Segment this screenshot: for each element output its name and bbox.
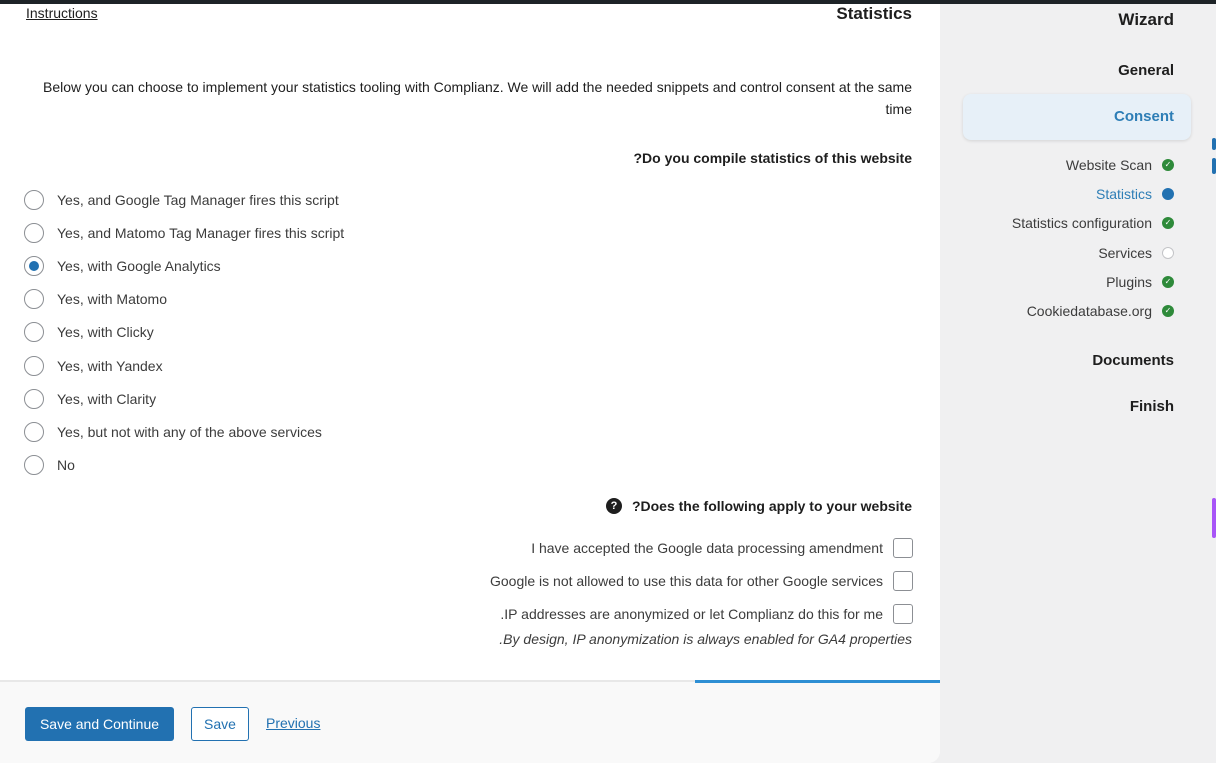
checkbox-label: Google is not allowed to use this data for other Google services <box>490 572 883 589</box>
checkbox[interactable] <box>893 571 913 591</box>
edge-accent-blue-2 <box>1212 158 1216 174</box>
sidebar-item-label: Cookiedatabase.org <box>1026 303 1152 319</box>
apply-checkbox-group <box>490 531 913 630</box>
checkbox-label: I have accepted the Google data processing amendment <box>531 539 883 556</box>
check-circle-icon: ✓ <box>1162 276 1174 288</box>
edge-accent-blue <box>1212 138 1216 150</box>
radio-button[interactable] <box>24 455 44 475</box>
radio-button-selected[interactable] <box>24 256 44 276</box>
radio-label: Yes, with Matomo <box>57 291 167 308</box>
radio-button[interactable] <box>24 322 44 342</box>
checkbox-option-dpa[interactable] <box>490 531 913 564</box>
radio-label: No <box>57 457 75 474</box>
radio-label: Yes, with Clicky <box>57 324 154 341</box>
radio-button[interactable] <box>24 356 44 376</box>
radio-option-clarity[interactable] <box>24 382 344 415</box>
check-circle-icon: ✓ <box>1162 217 1174 229</box>
radio-label: Yes, with Yandex <box>57 357 163 374</box>
question-statistics-label <box>634 150 913 166</box>
help-icon[interactable]: ? <box>606 498 622 514</box>
radio-button[interactable] <box>24 422 44 442</box>
radio-button[interactable] <box>24 223 44 243</box>
sidebar-item-cookiedatabase[interactable] <box>1027 303 1174 319</box>
radio-label: Yes, and Matomo Tag Manager fires this script <box>57 224 345 241</box>
radio-option-google-analytics[interactable] <box>24 249 344 282</box>
previous-link[interactable]: Previous <box>266 715 321 731</box>
save-button[interactable]: Save <box>191 707 249 741</box>
ga4-note: .By design, IP anonymization is always enabled for GA4 properties <box>499 631 912 647</box>
checkbox-option-ip-anonymize[interactable] <box>490 597 913 630</box>
sidebar-item-website-scan[interactable] <box>1066 157 1174 173</box>
question-apply-label <box>606 498 912 514</box>
sidebar-section-documents[interactable]: Documents <box>1092 352 1174 369</box>
sidebar-section-consent[interactable]: Consent <box>1114 108 1174 125</box>
progress-bar <box>695 680 940 683</box>
question-apply-text: ?Does the following apply to your website <box>631 498 912 514</box>
sidebar-item-label: Statistics configuration <box>1011 215 1152 231</box>
checkbox[interactable] <box>893 538 913 558</box>
sidebar-item-label: Statistics <box>1095 186 1152 202</box>
check-circle-icon: ✓ <box>1162 305 1174 317</box>
sidebar-item-services[interactable] <box>1098 245 1174 261</box>
radio-option-yandex[interactable] <box>24 349 344 382</box>
sidebar-item-statistics-configuration[interactable] <box>1012 215 1174 231</box>
radio-option-matomo-tm[interactable] <box>24 216 344 249</box>
radio-option-no[interactable] <box>24 449 344 482</box>
radio-option-gtm[interactable] <box>24 183 344 216</box>
page-title: Statistics <box>836 4 912 23</box>
edge-accent-purple <box>1212 498 1216 538</box>
sidebar-item-label: Services <box>1098 245 1152 261</box>
sidebar-section-general[interactable]: General <box>1118 62 1174 79</box>
radio-option-matomo[interactable] <box>24 283 344 316</box>
radio-label: Yes, and Google Tag Manager fires this script <box>57 191 339 208</box>
sidebar-section-finish[interactable]: Finish <box>1129 398 1174 415</box>
wizard-footer <box>0 680 940 763</box>
radio-option-other[interactable] <box>24 415 344 448</box>
active-dot-icon <box>1162 188 1174 200</box>
check-circle-icon: ✓ <box>1162 159 1174 171</box>
sidebar-title: Wizard <box>1118 10 1174 29</box>
checkbox[interactable] <box>893 604 913 624</box>
instructions-link[interactable]: Instructions <box>26 5 98 21</box>
save-and-continue-button[interactable]: Save and Continue <box>25 707 174 741</box>
radio-button[interactable] <box>24 389 44 409</box>
question-statistics-text: ?Do you compile statistics of this website <box>633 150 912 166</box>
wizard-sidebar <box>940 4 1216 763</box>
radio-button[interactable] <box>24 190 44 210</box>
radio-label: Yes, but not with any of the above services <box>57 423 322 440</box>
statistics-radio-group <box>24 183 344 482</box>
checkbox-label: .IP addresses are anonymized or let Complianz do this for me <box>500 605 883 622</box>
radio-label: Yes, with Google Analytics <box>57 257 221 274</box>
wizard-main-card <box>0 4 940 763</box>
radio-label: Yes, with Clarity <box>57 390 157 407</box>
empty-circle-icon <box>1162 247 1174 259</box>
sidebar-item-plugins[interactable] <box>1106 274 1174 290</box>
radio-button[interactable] <box>24 289 44 309</box>
intro-text: Below you can choose to implement your statistics tooling with Complianz. We will add the needed snippets and control consent at the same time <box>43 79 912 117</box>
sidebar-item-statistics[interactable] <box>1096 186 1174 202</box>
radio-option-clicky[interactable] <box>24 316 344 349</box>
checkbox-option-no-sharing[interactable] <box>490 564 913 597</box>
sidebar-item-label: Plugins <box>1106 274 1152 290</box>
sidebar-item-label: Website Scan <box>1065 157 1152 173</box>
